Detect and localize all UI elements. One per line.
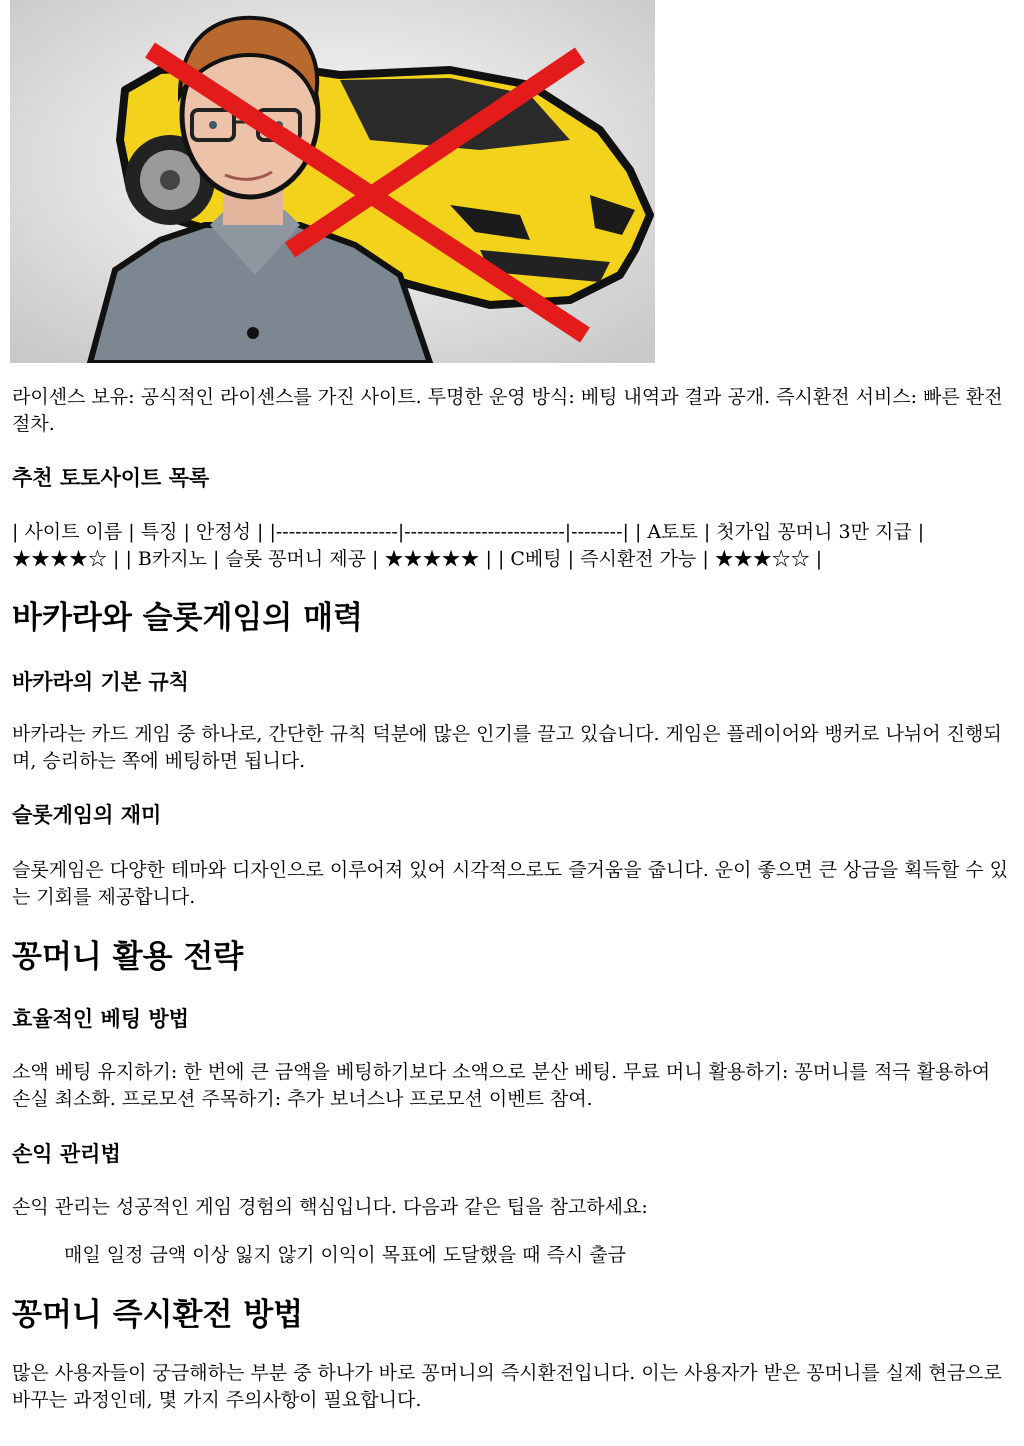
slot-heading: 슬롯게임의 재미 — [12, 803, 162, 827]
pnl-tips-list: 매일 일정 금액 이상 잃지 않기 이익이 목표에 도달했을 때 즉시 출금 — [64, 1244, 626, 1266]
exchange-paragraph: 많은 사용자들이 궁금해하는 부분 중 하나가 바로 꽁머니의 즉시환전입니다. 이는 사용자가 받은 꽁머니를 실제 현금으로 바꾸는 과정인데, 몇 가지 주의사항이 필요합니다. — [12, 1362, 1002, 1411]
betting-heading: 효율적인 베팅 방법 — [12, 1007, 189, 1031]
pnl-heading: 손익 관리법 — [12, 1142, 121, 1166]
charm-heading: 바카라와 슬롯게임의 매력 — [12, 600, 363, 636]
strategy-heading: 꽁머니 활용 전략 — [12, 939, 244, 975]
hero-illustration — [10, 0, 655, 363]
pnl-paragraph: 손익 관리는 성공적인 게임 경험의 핵심입니다. 다음과 같은 팁을 참고하세요: — [12, 1196, 648, 1218]
intro-paragraph: 라이센스 보유: 공식적인 라이센스를 가진 사이트. 투명한 운영 방식: 베팅 내역과 결과 공개. 즉시환전 서비스: 빠른 환전 절차. — [12, 386, 1003, 435]
sites-table-text: | 사이트 이름 | 특징 | 안정성 | |-------------------|-------------------------|--------| | A토토 | 첫가입 꽁머니 3만 지급 | ★★★★☆ | | B카지노 | 슬롯 꽁머니 제공 | ★★★★★ | | C베팅 | 즉시환전 가능 | ★★★☆☆ | — [12, 521, 925, 570]
sites-heading: 추천 토토사이트 목록 — [12, 466, 210, 490]
hero-image — [10, 0, 655, 363]
exchange-heading: 꽁머니 즉시환전 방법 — [12, 1297, 304, 1333]
slot-paragraph: 슬롯게임은 다양한 테마와 디자인으로 이루어져 있어 시각적으로도 즐거움을 줍니다. 운이 좋으면 큰 상금을 획득할 수 있는 기회를 제공합니다. — [12, 859, 1008, 908]
baccarat-heading: 바카라의 기본 규칙 — [12, 670, 189, 694]
baccarat-paragraph: 바카라는 카드 게임 중 하나로, 간단한 규칙 덕분에 많은 인기를 끌고 있습니다. 게임은 플레이어와 뱅커로 나뉘어 진행되며, 승리하는 쪽에 베팅하면 됩니다. — [12, 723, 1002, 772]
betting-paragraph: 소액 베팅 유지하기: 한 번에 큰 금액을 베팅하기보다 소액으로 분산 베팅. 무료 머니 활용하기: 꽁머니를 적극 활용하여 손실 최소화. 프로모션 주목하기: 추가 보너스나 프로모션 이벤트 참여. — [12, 1061, 991, 1110]
